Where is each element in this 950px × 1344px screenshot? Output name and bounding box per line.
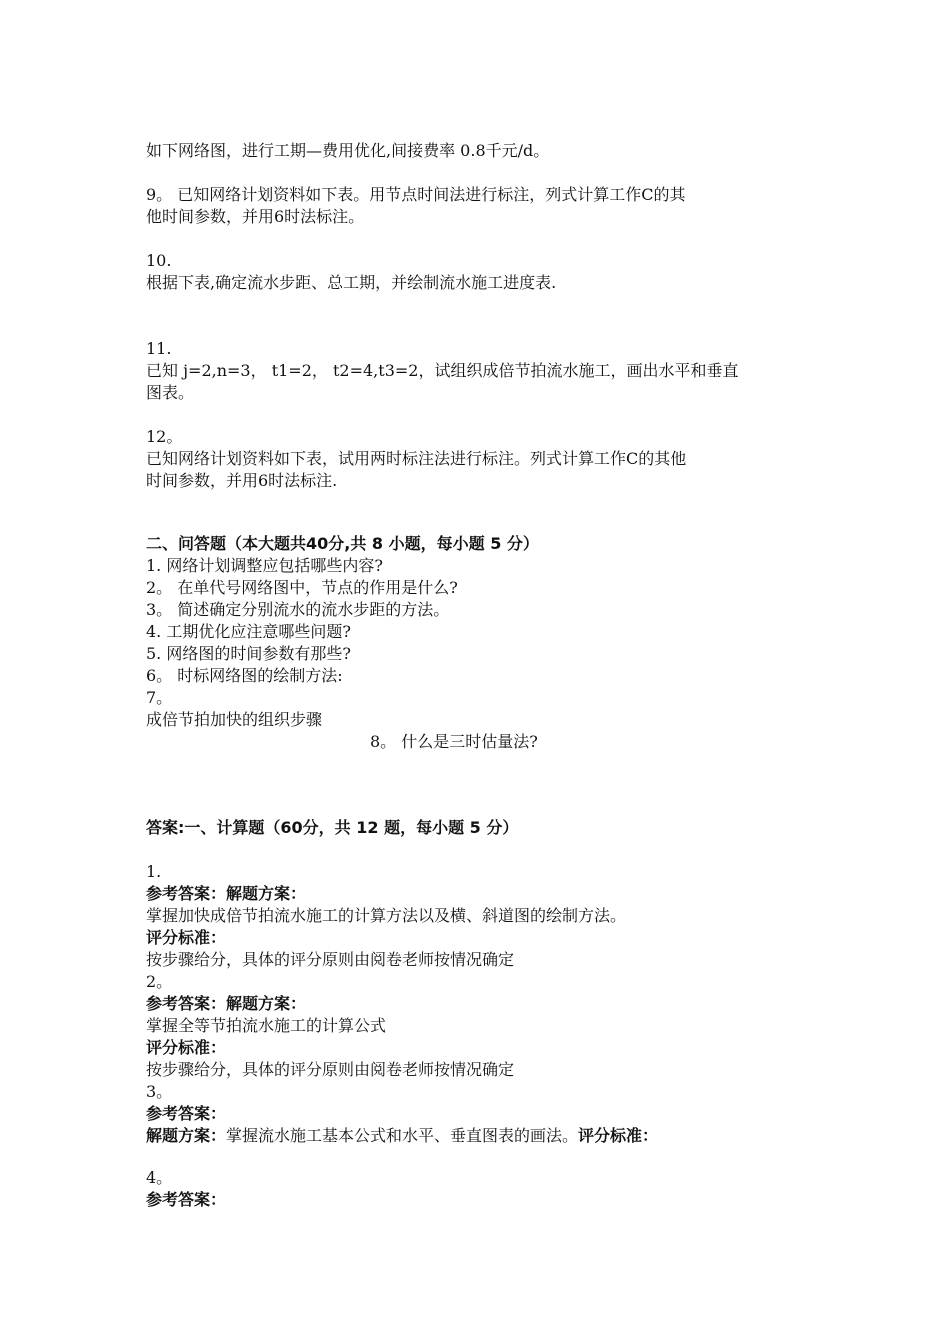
question-12-number: 12。 <box>146 427 183 446</box>
answer-2-solution: 掌握全等节拍流水施工的计算公式 <box>146 1016 387 1035</box>
answer-1-reference-label: 参考答案：解题方案： <box>146 884 307 903</box>
question-12-line-2: 时间参数，并用6时法标注. <box>146 471 338 490</box>
essay-question-5: 5. 网络图的时间参数有那些? <box>146 644 351 663</box>
essay-question-7-number: 7。 <box>146 688 173 707</box>
answer-2-reference-label: 参考答案：解题方案： <box>146 994 307 1013</box>
answers-heading: 答案:一、计算题（60分，共 12 题，每小题 5 分） <box>146 818 519 837</box>
question-9-line-2: 他时间参数，并用6时法标注。 <box>146 207 365 226</box>
answer-3-plan-label: 解题方案： <box>146 1126 227 1145</box>
answer-1-solution: 掌握加快成倍节拍流水施工的计算方法以及横、斜道图的绘制方法。 <box>146 906 627 925</box>
answer-2-criteria: 按步骤给分，具体的评分原则由阅卷老师按情况确定 <box>146 1060 515 1079</box>
answer-3-criteria-label: 评分标准： <box>578 1126 659 1145</box>
essay-question-1: 1. 网络计划调整应包括哪些内容? <box>146 556 383 575</box>
question-11-number: 11. <box>146 339 172 358</box>
essay-question-8: 8。 什么是三时估量法? <box>370 732 538 751</box>
question-10-text: 根据下表,确定流水步距、总工期，并绘制流水施工进度表. <box>146 273 557 292</box>
question-12-line-1: 已知网络计划资料如下表，试用两时标注法进行标注。列式计算工作C的其他 <box>146 449 687 468</box>
question-11-line-1: 已知 j=2,n=3， t1=2， t2=4,t3=2，试组织成倍节拍流水施工，画出水平和垂直 <box>146 361 739 380</box>
essay-question-3: 3。 简述确定分别流水的流水步距的方法。 <box>146 600 450 619</box>
question-11-line-2: 图表。 <box>146 383 195 402</box>
section-2-heading: 二、问答题（本大题共40分,共 8 小题，每小题 5 分） <box>146 534 539 553</box>
question-9-line-1: 9。 已知网络计划资料如下表。用节点时间法进行标注，列式计算工作C的其 <box>146 185 686 204</box>
essay-question-2: 2。 在单代号网络图中，节点的作用是什么? <box>146 578 458 597</box>
answer-1-number: 1. <box>146 862 162 881</box>
question-8-text: 如下网络图，进行工期—费用优化,间接费率 0.8千元/d。 <box>146 141 550 160</box>
answer-3-plan-text: 掌握流水施工基本公式和水平、垂直图表的画法。 <box>226 1126 579 1145</box>
answer-1-criteria: 按步骤给分，具体的评分原则由阅卷老师按情况确定 <box>146 950 515 969</box>
answer-4-reference-label: 参考答案： <box>146 1190 227 1209</box>
answer-3-number: 3。 <box>146 1082 173 1101</box>
answer-1-criteria-label: 评分标准： <box>146 928 227 947</box>
answer-2-criteria-label: 评分标准： <box>146 1038 227 1057</box>
answer-3-solution-line <box>146 1125 658 1147</box>
answer-2-number: 2。 <box>146 972 173 991</box>
answer-3-reference-label: 参考答案： <box>146 1104 227 1123</box>
essay-question-7-text: 成倍节拍加快的组织步骤 <box>146 710 323 729</box>
answer-4-number: 4。 <box>146 1168 173 1187</box>
essay-question-4: 4. 工期优化应注意哪些问题? <box>146 622 351 641</box>
essay-question-6: 6。 时标网络图的绘制方法: <box>146 666 343 685</box>
question-10-number: 10. <box>146 251 172 270</box>
